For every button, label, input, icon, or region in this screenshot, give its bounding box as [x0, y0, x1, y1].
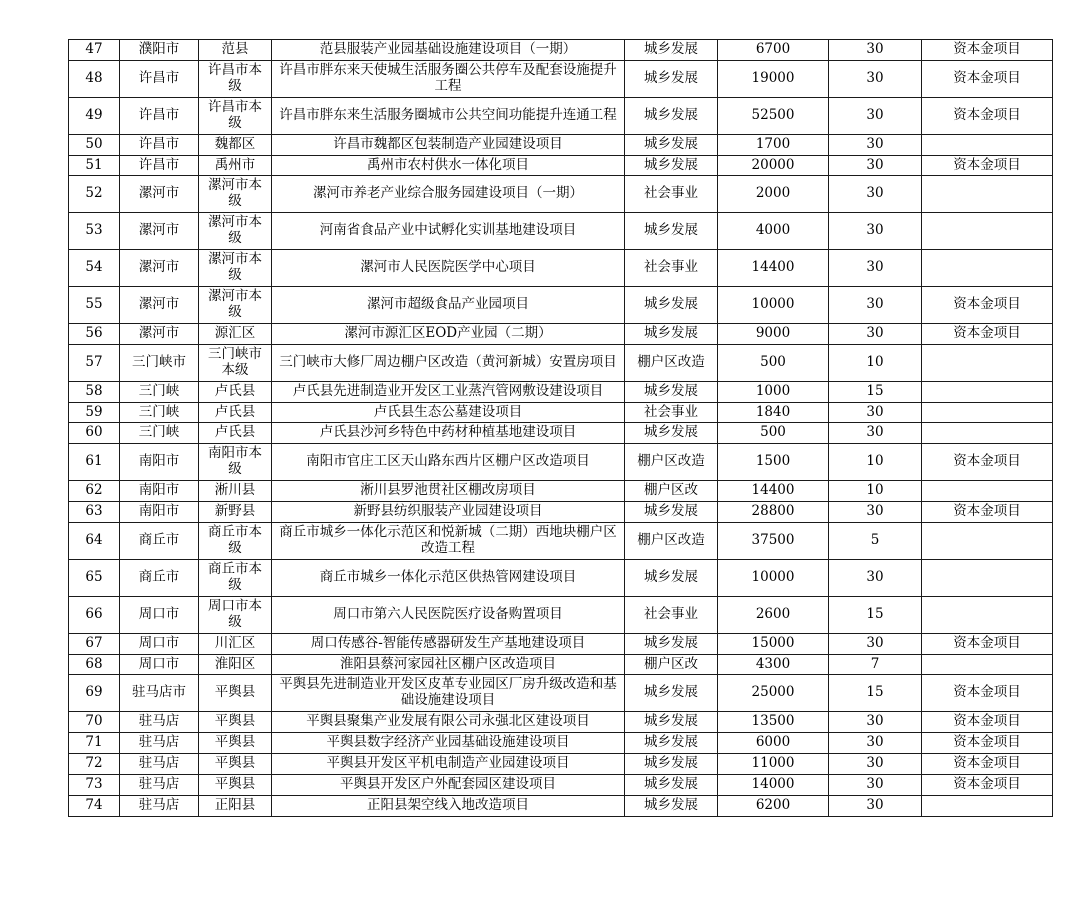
cell-project-name: 许昌市胖东来天使城生活服务圈公共停车及配套设施提升工程	[272, 60, 625, 97]
table-row	[69, 286, 1053, 323]
cell-index: 48	[69, 60, 120, 97]
cell-amount: 52500	[718, 97, 829, 134]
cell-years: 30	[829, 712, 922, 733]
cell-project-name: 许昌市魏都区包装制造产业园建设项目	[272, 134, 625, 155]
table-row	[69, 423, 1053, 444]
table-row	[69, 502, 1053, 523]
cell-index: 55	[69, 286, 120, 323]
cell-amount: 1500	[718, 444, 829, 481]
cell-remark: 资本金项目	[922, 502, 1053, 523]
cell-amount: 6000	[718, 733, 829, 754]
cell-area: 漯河市本级	[199, 250, 272, 287]
cell-project-type: 社会事业	[625, 596, 718, 633]
cell-amount: 4000	[718, 213, 829, 250]
table-row	[69, 775, 1053, 796]
cell-remark: 资本金项目	[922, 60, 1053, 97]
cell-index: 51	[69, 155, 120, 176]
cell-city: 漯河市	[120, 213, 199, 250]
cell-area: 卢氏县	[199, 381, 272, 402]
table-row	[69, 250, 1053, 287]
cell-index: 70	[69, 712, 120, 733]
cell-area: 禹州市	[199, 155, 272, 176]
cell-index: 56	[69, 323, 120, 344]
cell-area: 卢氏县	[199, 402, 272, 423]
cell-amount: 500	[718, 423, 829, 444]
cell-project-type: 城乡发展	[625, 795, 718, 816]
cell-project-type: 社会事业	[625, 176, 718, 213]
cell-area: 淮阳区	[199, 654, 272, 675]
cell-city: 三门峡	[120, 423, 199, 444]
cell-years: 30	[829, 754, 922, 775]
cell-project-name: 平舆县聚集产业发展有限公司永强北区建设项目	[272, 712, 625, 733]
cell-remark	[922, 250, 1053, 287]
cell-project-name: 平舆县先进制造业开发区皮革专业园区厂房升级改造和基础设施建设项目	[272, 675, 625, 712]
cell-area: 魏都区	[199, 134, 272, 155]
cell-project-type: 城乡发展	[625, 633, 718, 654]
cell-remark: 资本金项目	[922, 775, 1053, 796]
cell-area: 正阳县	[199, 795, 272, 816]
cell-amount: 9000	[718, 323, 829, 344]
cell-area: 商丘市本级	[199, 523, 272, 560]
cell-city: 驻马店市	[120, 675, 199, 712]
cell-project-name: 卢氏县生态公墓建设项目	[272, 402, 625, 423]
cell-project-name: 卢氏县先进制造业开发区工业蒸汽管网敷设建设项目	[272, 381, 625, 402]
cell-years: 30	[829, 250, 922, 287]
cell-area: 平舆县	[199, 754, 272, 775]
cell-remark	[922, 795, 1053, 816]
cell-remark	[922, 134, 1053, 155]
table-row	[69, 323, 1053, 344]
cell-city: 漯河市	[120, 286, 199, 323]
cell-years: 15	[829, 675, 922, 712]
cell-project-name: 许昌市胖东来生活服务圈城市公共空间功能提升连通工程	[272, 97, 625, 134]
cell-years: 30	[829, 502, 922, 523]
cell-project-name: 漯河市源汇区EOD产业园（二期）	[272, 323, 625, 344]
cell-project-type: 城乡发展	[625, 60, 718, 97]
cell-area: 新野县	[199, 502, 272, 523]
table-row	[69, 675, 1053, 712]
cell-project-type: 城乡发展	[625, 754, 718, 775]
cell-project-name: 平舆县数字经济产业园基础设施建设项目	[272, 733, 625, 754]
cell-amount: 19000	[718, 60, 829, 97]
cell-project-type: 城乡发展	[625, 134, 718, 155]
table-row	[69, 155, 1053, 176]
cell-years: 10	[829, 444, 922, 481]
cell-area: 平舆县	[199, 733, 272, 754]
cell-project-type: 棚户区改	[625, 654, 718, 675]
cell-remark	[922, 381, 1053, 402]
cell-project-name: 漯河市超级食品产业园项目	[272, 286, 625, 323]
cell-amount: 14000	[718, 775, 829, 796]
cell-remark	[922, 344, 1053, 381]
table-row	[69, 633, 1053, 654]
cell-project-type: 城乡发展	[625, 286, 718, 323]
cell-years: 5	[829, 523, 922, 560]
cell-area: 川汇区	[199, 633, 272, 654]
cell-years: 30	[829, 176, 922, 213]
cell-amount: 1000	[718, 381, 829, 402]
table-row	[69, 559, 1053, 596]
cell-remark: 资本金项目	[922, 97, 1053, 134]
cell-years: 30	[829, 559, 922, 596]
table-row	[69, 97, 1053, 134]
cell-remark: 资本金项目	[922, 733, 1053, 754]
table-row	[69, 444, 1053, 481]
table-row	[69, 381, 1053, 402]
cell-remark	[922, 654, 1053, 675]
cell-index: 47	[69, 40, 120, 61]
cell-remark	[922, 176, 1053, 213]
cell-years: 15	[829, 596, 922, 633]
cell-project-name: 卢氏县沙河乡特色中药材种植基地建设项目	[272, 423, 625, 444]
cell-remark: 资本金项目	[922, 444, 1053, 481]
cell-remark: 资本金项目	[922, 675, 1053, 712]
cell-remark	[922, 423, 1053, 444]
cell-years: 30	[829, 60, 922, 97]
cell-city: 许昌市	[120, 97, 199, 134]
cell-index: 66	[69, 596, 120, 633]
cell-index: 49	[69, 97, 120, 134]
cell-area: 商丘市本级	[199, 559, 272, 596]
cell-area: 漯河市本级	[199, 286, 272, 323]
cell-index: 61	[69, 444, 120, 481]
cell-project-name: 平舆县开发区户外配套园区建设项目	[272, 775, 625, 796]
cell-index: 62	[69, 481, 120, 502]
cell-project-name: 周口市第六人民医院医疗设备购置项目	[272, 596, 625, 633]
cell-project-type: 社会事业	[625, 402, 718, 423]
cell-city: 周口市	[120, 633, 199, 654]
cell-amount: 11000	[718, 754, 829, 775]
cell-index: 73	[69, 775, 120, 796]
cell-index: 65	[69, 559, 120, 596]
cell-years: 10	[829, 344, 922, 381]
cell-city: 驻马店	[120, 733, 199, 754]
cell-amount: 10000	[718, 559, 829, 596]
cell-project-type: 城乡发展	[625, 213, 718, 250]
cell-project-name: 商丘市城乡一体化示范区和悦新城（二期）西地块棚户区改造工程	[272, 523, 625, 560]
cell-remark	[922, 481, 1053, 502]
cell-area: 平舆县	[199, 775, 272, 796]
cell-remark	[922, 559, 1053, 596]
cell-years: 30	[829, 40, 922, 61]
cell-project-name: 淮阳县蔡河家园社区棚户区改造项目	[272, 654, 625, 675]
cell-project-type: 社会事业	[625, 250, 718, 287]
cell-remark: 资本金项目	[922, 323, 1053, 344]
cell-index: 59	[69, 402, 120, 423]
table-row	[69, 481, 1053, 502]
cell-project-type: 棚户区改造	[625, 523, 718, 560]
cell-amount: 1840	[718, 402, 829, 423]
cell-project-name: 商丘市城乡一体化示范区供热管网建设项目	[272, 559, 625, 596]
cell-project-name: 范县服装产业园基础设施建设项目（一期）	[272, 40, 625, 61]
cell-area: 漯河市本级	[199, 176, 272, 213]
cell-years: 30	[829, 97, 922, 134]
table-body	[69, 40, 1053, 817]
cell-area: 许昌市本级	[199, 97, 272, 134]
cell-amount: 15000	[718, 633, 829, 654]
cell-years: 30	[829, 775, 922, 796]
cell-index: 74	[69, 795, 120, 816]
cell-project-type: 城乡发展	[625, 40, 718, 61]
cell-project-type: 城乡发展	[625, 559, 718, 596]
cell-project-name: 禹州市农村供水一体化项目	[272, 155, 625, 176]
cell-project-type: 城乡发展	[625, 423, 718, 444]
cell-project-type: 城乡发展	[625, 155, 718, 176]
cell-city: 三门峡	[120, 402, 199, 423]
cell-index: 69	[69, 675, 120, 712]
cell-amount: 6700	[718, 40, 829, 61]
cell-years: 30	[829, 155, 922, 176]
cell-project-name: 南阳市官庄工区天山路东西片区棚户区改造项目	[272, 444, 625, 481]
cell-project-type: 城乡发展	[625, 97, 718, 134]
cell-remark: 资本金项目	[922, 40, 1053, 61]
cell-index: 64	[69, 523, 120, 560]
cell-index: 52	[69, 176, 120, 213]
cell-index: 54	[69, 250, 120, 287]
cell-amount: 13500	[718, 712, 829, 733]
cell-project-name: 漯河市养老产业综合服务园建设项目（一期）	[272, 176, 625, 213]
cell-city: 三门峡市	[120, 344, 199, 381]
cell-project-type: 棚户区改	[625, 481, 718, 502]
cell-area: 南阳市本级	[199, 444, 272, 481]
cell-amount: 1700	[718, 134, 829, 155]
cell-project-name: 三门峡市大修厂周边棚户区改造（黄河新城）安置房项目	[272, 344, 625, 381]
cell-city: 南阳市	[120, 481, 199, 502]
cell-project-type: 城乡发展	[625, 502, 718, 523]
cell-city: 周口市	[120, 654, 199, 675]
cell-project-name: 淅川县罗池贯社区棚改房项目	[272, 481, 625, 502]
cell-index: 50	[69, 134, 120, 155]
cell-area: 平舆县	[199, 712, 272, 733]
cell-index: 71	[69, 733, 120, 754]
cell-city: 许昌市	[120, 134, 199, 155]
cell-amount: 500	[718, 344, 829, 381]
cell-remark: 资本金项目	[922, 712, 1053, 733]
cell-city: 驻马店	[120, 754, 199, 775]
cell-years: 30	[829, 286, 922, 323]
cell-amount: 4300	[718, 654, 829, 675]
table-row	[69, 134, 1053, 155]
table-row	[69, 596, 1053, 633]
cell-area: 淅川县	[199, 481, 272, 502]
cell-index: 60	[69, 423, 120, 444]
table-row	[69, 40, 1053, 61]
cell-area: 范县	[199, 40, 272, 61]
cell-area: 卢氏县	[199, 423, 272, 444]
cell-city: 驻马店	[120, 795, 199, 816]
cell-remark: 资本金项目	[922, 286, 1053, 323]
cell-index: 53	[69, 213, 120, 250]
cell-amount: 2000	[718, 176, 829, 213]
cell-index: 57	[69, 344, 120, 381]
cell-years: 30	[829, 213, 922, 250]
cell-city: 南阳市	[120, 502, 199, 523]
cell-project-name: 新野县纺织服装产业园建设项目	[272, 502, 625, 523]
cell-remark: 资本金项目	[922, 633, 1053, 654]
cell-city: 三门峡	[120, 381, 199, 402]
cell-area: 许昌市本级	[199, 60, 272, 97]
cell-remark: 资本金项目	[922, 155, 1053, 176]
cell-amount: 14400	[718, 250, 829, 287]
cell-index: 58	[69, 381, 120, 402]
cell-amount: 10000	[718, 286, 829, 323]
cell-area: 周口市本级	[199, 596, 272, 633]
cell-area: 平舆县	[199, 675, 272, 712]
table-row	[69, 176, 1053, 213]
table-row	[69, 402, 1053, 423]
cell-area: 源汇区	[199, 323, 272, 344]
cell-project-name: 周口传感谷-智能传感器研发生产基地建设项目	[272, 633, 625, 654]
cell-project-type: 棚户区改造	[625, 344, 718, 381]
cell-city: 漯河市	[120, 176, 199, 213]
cell-index: 68	[69, 654, 120, 675]
table-row	[69, 795, 1053, 816]
cell-city: 驻马店	[120, 712, 199, 733]
table-row	[69, 60, 1053, 97]
cell-index: 67	[69, 633, 120, 654]
cell-area: 漯河市本级	[199, 213, 272, 250]
cell-project-type: 城乡发展	[625, 712, 718, 733]
cell-city: 濮阳市	[120, 40, 199, 61]
cell-index: 72	[69, 754, 120, 775]
cell-project-type: 城乡发展	[625, 323, 718, 344]
cell-project-name: 平舆县开发区平机电制造产业园建设项目	[272, 754, 625, 775]
cell-project-name: 河南省食品产业中试孵化实训基地建设项目	[272, 213, 625, 250]
cell-years: 30	[829, 733, 922, 754]
table-row	[69, 754, 1053, 775]
cell-city: 许昌市	[120, 155, 199, 176]
cell-years: 7	[829, 654, 922, 675]
cell-years: 15	[829, 381, 922, 402]
cell-remark	[922, 596, 1053, 633]
cell-amount: 6200	[718, 795, 829, 816]
table-row	[69, 344, 1053, 381]
cell-project-type: 城乡发展	[625, 775, 718, 796]
cell-city: 许昌市	[120, 60, 199, 97]
cell-city: 商丘市	[120, 559, 199, 596]
cell-years: 30	[829, 423, 922, 444]
table-row	[69, 712, 1053, 733]
cell-project-type: 城乡发展	[625, 675, 718, 712]
cell-amount: 20000	[718, 155, 829, 176]
table-row	[69, 654, 1053, 675]
cell-city: 漯河市	[120, 323, 199, 344]
cell-years: 30	[829, 134, 922, 155]
cell-index: 63	[69, 502, 120, 523]
cell-city: 商丘市	[120, 523, 199, 560]
project-list-table	[68, 39, 1053, 817]
cell-years: 30	[829, 323, 922, 344]
cell-years: 10	[829, 481, 922, 502]
cell-years: 30	[829, 633, 922, 654]
cell-years: 30	[829, 402, 922, 423]
cell-amount: 28800	[718, 502, 829, 523]
cell-amount: 37500	[718, 523, 829, 560]
cell-remark	[922, 402, 1053, 423]
table-row	[69, 213, 1053, 250]
cell-project-type: 城乡发展	[625, 733, 718, 754]
cell-amount: 2600	[718, 596, 829, 633]
cell-years: 30	[829, 795, 922, 816]
table-row	[69, 733, 1053, 754]
cell-remark	[922, 213, 1053, 250]
cell-remark: 资本金项目	[922, 754, 1053, 775]
cell-city: 驻马店	[120, 775, 199, 796]
cell-project-name: 漯河市人民医院医学中心项目	[272, 250, 625, 287]
cell-area: 三门峡市本级	[199, 344, 272, 381]
cell-project-type: 棚户区改造	[625, 444, 718, 481]
cell-amount: 25000	[718, 675, 829, 712]
cell-city: 漯河市	[120, 250, 199, 287]
cell-city: 周口市	[120, 596, 199, 633]
cell-project-type: 城乡发展	[625, 381, 718, 402]
cell-city: 南阳市	[120, 444, 199, 481]
table-row	[69, 523, 1053, 560]
cell-project-name: 正阳县架空线入地改造项目	[272, 795, 625, 816]
cell-amount: 14400	[718, 481, 829, 502]
cell-remark	[922, 523, 1053, 560]
